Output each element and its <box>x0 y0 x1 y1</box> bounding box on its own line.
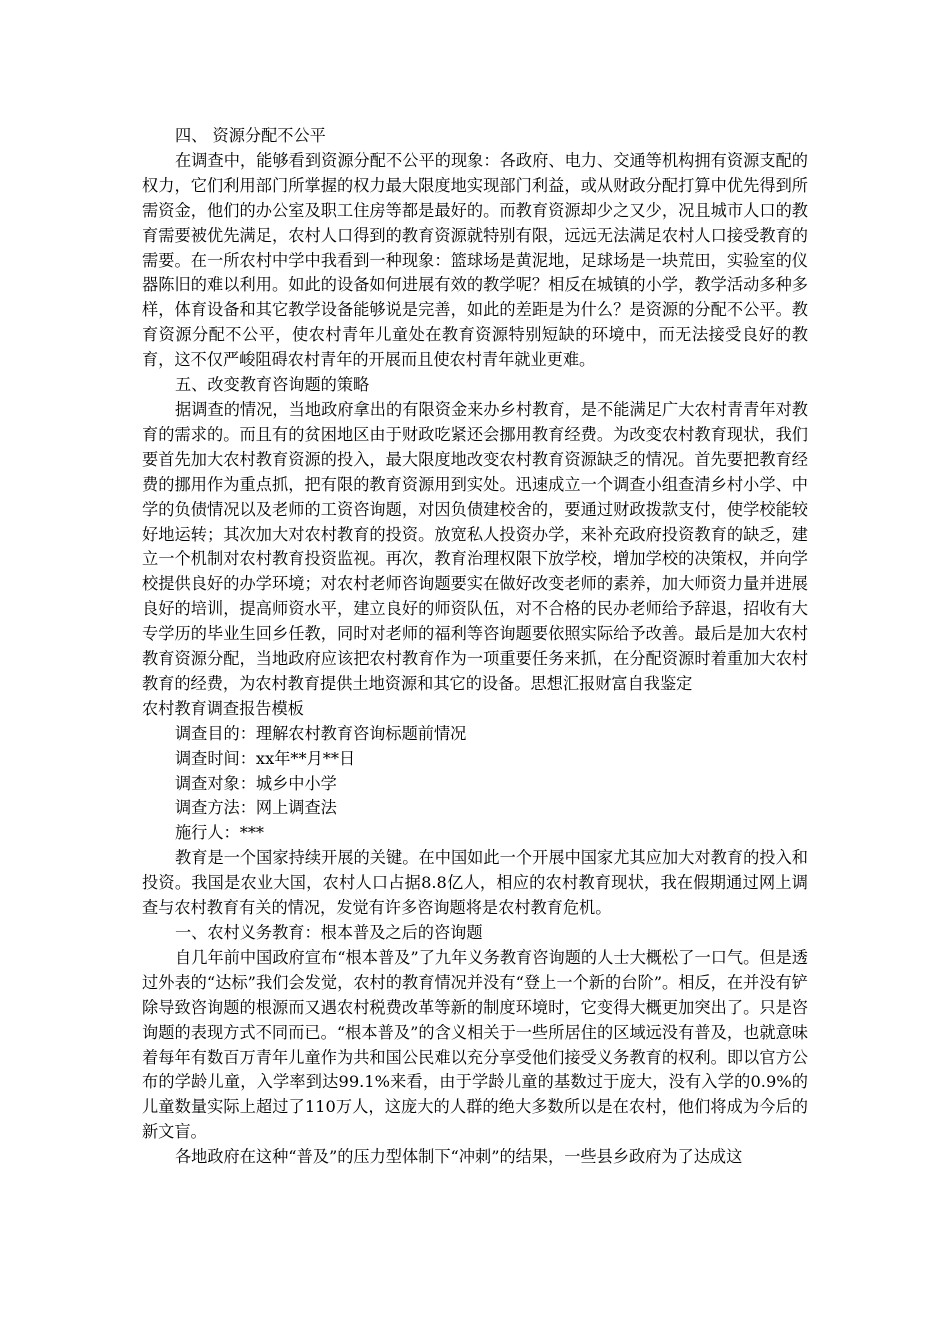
section5-paragraph: 据调查的情况，当地政府拿出的有限资金来办乡村教育，是不能满足广大农村青青年对教育的需求的。而且有的贫困地区由于财政吃紧还会挪用教育经费。为改变农村教育现状，我们要首先加大农村教育资源的投入，最大限度地改变农村教育资源缺乏的情况。首先要把教育经费的挪用作为重点抓，把有限的教育资源用到实处。迅速成立一个调查小组查清乡村小学、中学的负债情况以及老师的工资咨询题，对因负债建校舍的，要通过财政拨款支付，使学校能较好地运转；其次加大对农村教育的投资。放宽私人投资办学，来补充政府投资教育的缺乏，建立一个机制对农村教育投资监视。再次，教育治理权限下放学校，增加学校的决策权，并向学校提供良好的办学环境；对农村老师咨询题要实在做好改变老师的素养，加大师资力量并进展良好的培训，提高师资水平，建立良好的师资队伍，对不合格的民办老师给予辞退，招收有大专学历的毕业生回乡任教，同时对老师的福利等咨询题要依照实际给予改善。最后是加大农村教育资源分配，当地政府应该把农村教育作为一项重要任务来抓，在分配资源时着重加大农村教育的经费，为农村教育提供土地资源和其它的设备。思想汇报财富自我鉴定 <box>142 399 808 693</box>
survey-time: 调查时间：xx年**月**日 <box>175 748 356 768</box>
section4-heading: 四、 资源分配不公平 <box>175 126 326 145</box>
report-title: 农村教育调查报告模板 <box>142 698 304 718</box>
section5-heading: 五、改变教育咨询题的策略 <box>175 375 370 395</box>
section1-paragraph-continued: 各地政府在这种“普及”的压力型体制下“冲刺”的结果，一些县乡政府为了达成这 <box>175 1147 743 1167</box>
section1-paragraph: 自几年前中国政府宣布“根本普及”了九年义务教育咨询题的人士大概松了一口气。但是透过外表的“达标”我们会发觉，农村的教育情况并没有“登上一个新的台阶”。相反，在并没有铲除导致咨询题的根源而又遇农村税费改革等新的制度环境时，它变得大概更加突出了。只是咨询题的表现方式不同而已。“根本普及”的含义相关于一些所居住的区域远没有普及，也就意味着每年有数百万青年儿童作为共和国公民难以充分享受他们接受义务教育的权利。即以官方公布的学龄儿童，入学率到达99.1%来看，由于学龄儿童的基数过于庞大，没有入学的0.9%的儿童数量实际上超过了110万人，这庞大的人群的绝大多数所以是在农村，他们将成为今后的新文盲。 <box>142 947 808 1142</box>
survey-subject: 调查对象：城乡中小学 <box>175 773 337 793</box>
survey-method: 调查方法：网上调查法 <box>175 798 337 818</box>
section1-heading: 一、农村义务教育：根本普及之后的咨询题 <box>175 923 483 942</box>
survey-purpose: 调查目的：理解农村教育咨询标题前情况 <box>175 723 467 743</box>
document-body <box>142 124 808 1170</box>
section4-paragraph: 在调查中，能够看到资源分配不公平的现象：各政府、电力、交通等机构拥有资源支配的权力，它们利用部门所掌握的权力最大限度地实现部门利益，或从财政分配打算中优先得到所需资金，他们的办公室及职工住房等都是最好的。而教育资源却少之又少，况且城市人口的教育需要被优先满足，农村人口得到的教育资源就特别有限，远远无法满足农村人口接受教育的需要。在一所农村中学中我看到一种现象：篮球场是黄泥地，足球场是一块荒田，实验室的仪器陈旧的难以利用。如此的设备如何进展有效的教学呢？相反在城镇的小学，教学活动多种多样，体育设备和其它教学设备能够说是完善，如此的差距是为什么？是资源的分配不公平。教育资源分配不公平，使农村青年儿童处在教育资源特别短缺的环境中，而无法接受良好的教育，这不仅严峻阻碍农村青年的开展而且使农村青年就业更难。 <box>142 150 808 370</box>
survey-executor: 施行人：*** <box>175 823 265 843</box>
intro-paragraph: 教育是一个国家持续开展的关键。在中国如此一个开展中国家尤其应加大对教育的投入和投资。我国是农业大国，农村人口占据8.8亿人，相应的农村教育现状，我在假期通过网上调查与农村教育有关的情况，发觉有许多咨询题将是农村教育危机。 <box>142 848 808 918</box>
